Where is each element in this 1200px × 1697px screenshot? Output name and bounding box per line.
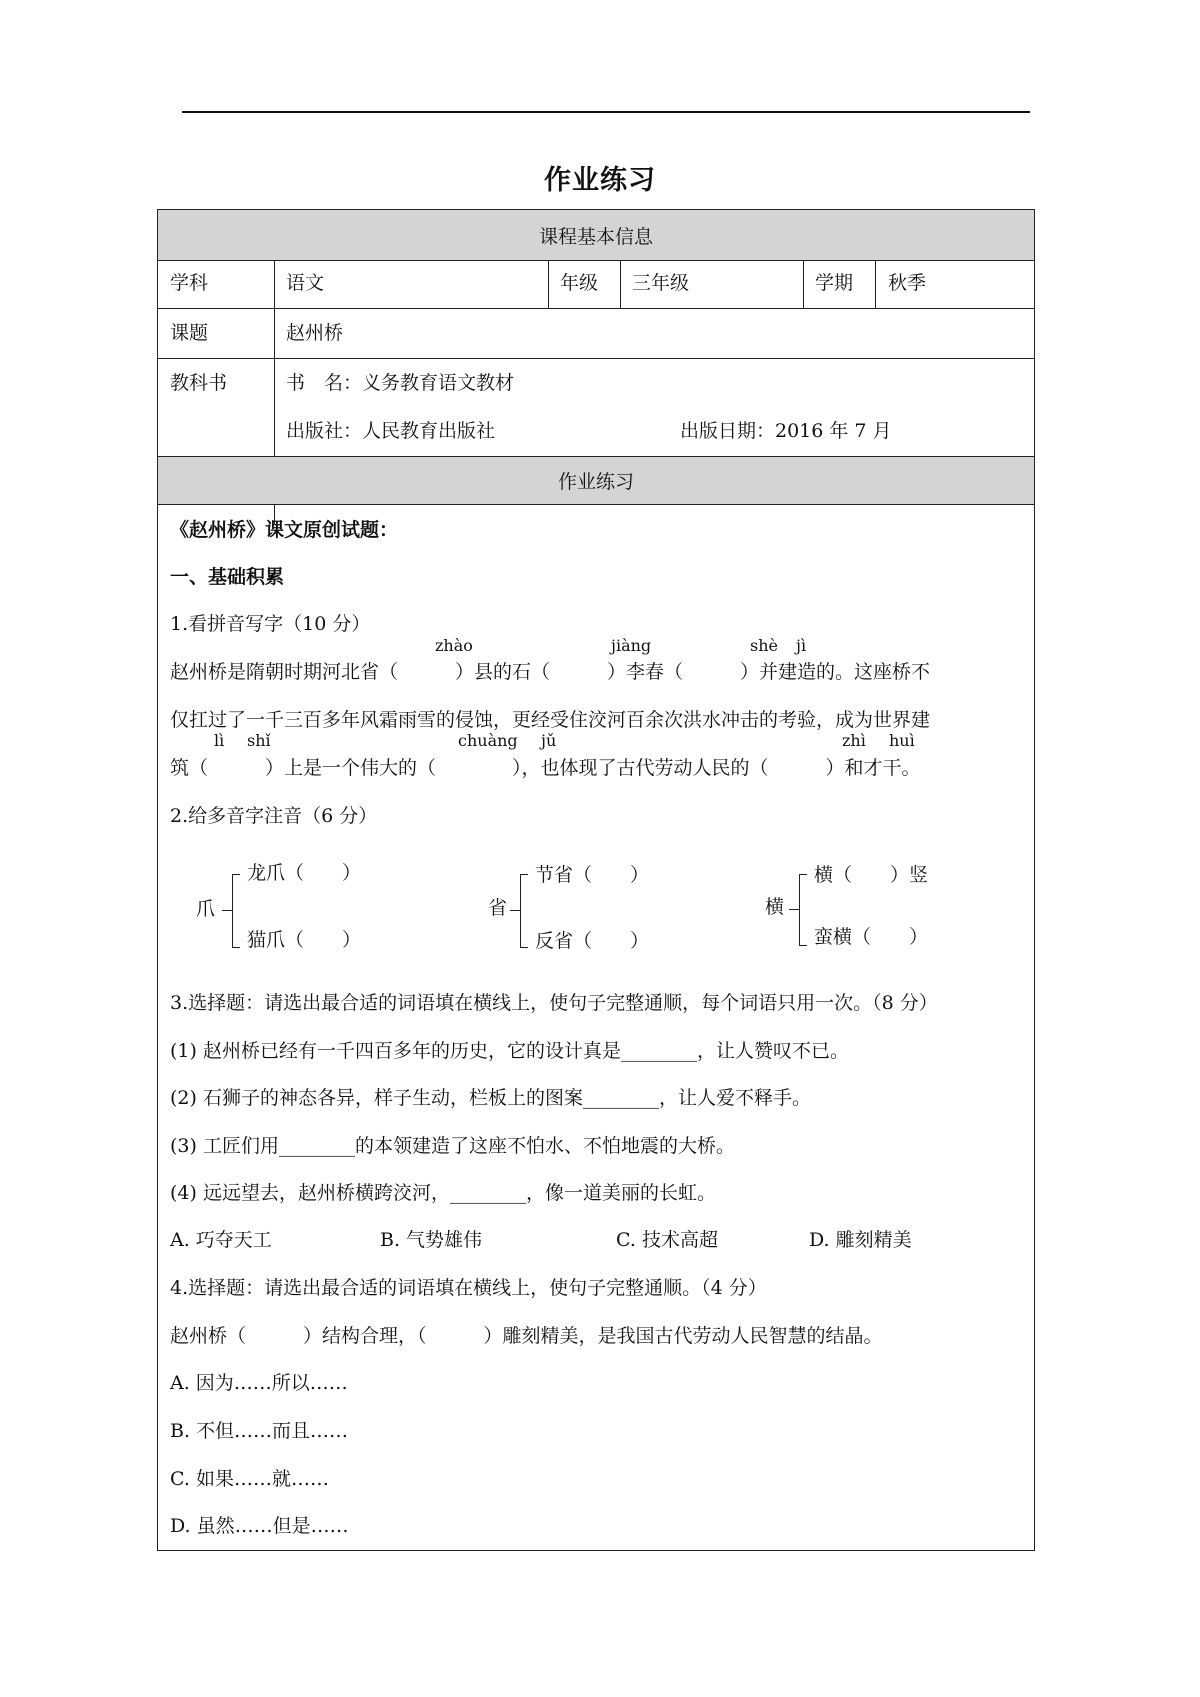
exercise-heading: 《赵州桥》课文原创试题： — [170, 519, 399, 541]
q1-title: 1.看拼音写字（10 分） — [170, 613, 371, 635]
q3-item: (4) 远远望去，赵州桥横跨洨河，________，像一道美丽的长虹。 — [170, 1182, 716, 1204]
publish-date: 出版日期：2016 年 7 月 — [680, 420, 892, 442]
grade-value: 三年级 — [632, 272, 690, 294]
term-value: 秋季 — [888, 272, 927, 294]
column-divider — [620, 260, 621, 308]
pinyin: shǐ — [247, 731, 271, 750]
row-divider — [158, 308, 1034, 309]
subject-value: 语文 — [286, 272, 325, 294]
q4-option: D. 虽然……但是…… — [170, 1515, 349, 1537]
pinyin: shè — [750, 636, 778, 655]
q1-line-1: 赵州桥是隋朝时期河北省（ ）县的石（ ）李春（ ）并建造的。这座桥不 — [170, 661, 931, 683]
brace — [799, 874, 807, 946]
polyphone-char: 横 — [765, 896, 785, 918]
column-divider — [803, 260, 804, 308]
brace-stub — [789, 909, 799, 910]
grade-label: 年级 — [560, 272, 599, 294]
column-divider — [548, 260, 549, 308]
row-divider — [158, 358, 1034, 359]
exercise-header: 作业练习 — [158, 457, 1034, 504]
column-divider — [875, 260, 876, 308]
q3-item: (3) 工匠们用________的本领建造了这座不怕水、不怕地震的大桥。 — [170, 1135, 735, 1157]
course-info-header: 课程基本信息 — [158, 210, 1034, 260]
pinyin: lì — [214, 731, 225, 750]
topic-label: 课题 — [170, 322, 209, 344]
q1-line-3: 筑（ ）上是一个伟大的（ ），也体现了古代劳动人民的（ ）和才干。 — [170, 757, 921, 779]
polyphone-item: 蛮横（ ） — [814, 926, 929, 948]
brace — [232, 874, 240, 948]
textbook-label: 教科书 — [170, 372, 228, 394]
brace-stub — [222, 910, 232, 911]
polyphone-char: 爪 — [196, 898, 216, 920]
publisher: 出版社：人民教育出版社 — [286, 420, 496, 442]
page-title: 作业练习 — [544, 165, 656, 196]
polyphone-item: 反省（ ） — [535, 930, 650, 952]
q1-line-2: 仅扛过了一千三百多年风霜雨雪的侵蚀，更经受住洨河百余次洪水冲击的考验，成为世界建 — [170, 709, 931, 731]
worksheet-table — [157, 209, 1035, 1551]
q3-title: 3.选择题：请选出最合适的词语填在横线上，使句子完整通顺，每个词语只用一次。（8 分） — [170, 992, 938, 1014]
polyphone-char: 省 — [488, 897, 508, 919]
pinyin: chuàng — [458, 731, 518, 750]
q4-option: C. 如果……就…… — [170, 1468, 329, 1490]
q3-option: D. 雕刻精美 — [809, 1229, 912, 1251]
pinyin: zhì — [842, 731, 866, 750]
q3-option: C. 技术高超 — [616, 1229, 718, 1251]
pinyin: jì — [796, 636, 807, 655]
q3-option: B. 气势雄伟 — [380, 1229, 483, 1251]
book-name: 书 名：义务教育语文教材 — [286, 372, 515, 394]
row-divider — [158, 504, 1034, 505]
q2-title: 2.给多音字注音（6 分） — [170, 805, 378, 827]
polyphone-item: 节省（ ） — [535, 864, 650, 886]
section-basic: 一、基础积累 — [170, 566, 285, 588]
polyphone-item: 横（ ）竖 — [814, 864, 929, 886]
q4-title: 4.选择题：请选出最合适的词语填在横线上，使句子完整通顺。（4 分） — [170, 1277, 767, 1299]
row-divider — [158, 260, 1034, 261]
brace — [520, 874, 528, 948]
pinyin: huì — [889, 731, 915, 750]
pinyin: jǔ — [541, 731, 557, 750]
pinyin: jiàng — [611, 636, 652, 655]
pinyin: zhào — [435, 636, 473, 655]
q3-option: A. 巧夺天工 — [170, 1229, 272, 1251]
polyphone-item: 猫爪（ ） — [247, 929, 362, 951]
q4-sentence: 赵州桥（ ）结构合理，（ ）雕刻精美，是我国古代劳动人民智慧的结晶。 — [170, 1325, 883, 1347]
term-label: 学期 — [815, 272, 854, 294]
q3-item: (2) 石狮子的神态各异，样子生动，栏板上的图案________，让人爱不释手。 — [170, 1087, 811, 1109]
q3-item: (1) 赵州桥已经有一千四百多年的历史，它的设计真是________，让人赞叹不已。 — [170, 1040, 849, 1062]
polyphone-item: 龙爪（ ） — [247, 862, 362, 884]
topic-value: 赵州桥 — [286, 322, 344, 344]
q4-option: B. 不但……而且…… — [170, 1420, 349, 1442]
header-rule — [182, 111, 1030, 113]
brace-stub — [510, 910, 520, 911]
subject-label: 学科 — [170, 272, 209, 294]
q4-option: A. 因为……所以…… — [170, 1372, 348, 1394]
